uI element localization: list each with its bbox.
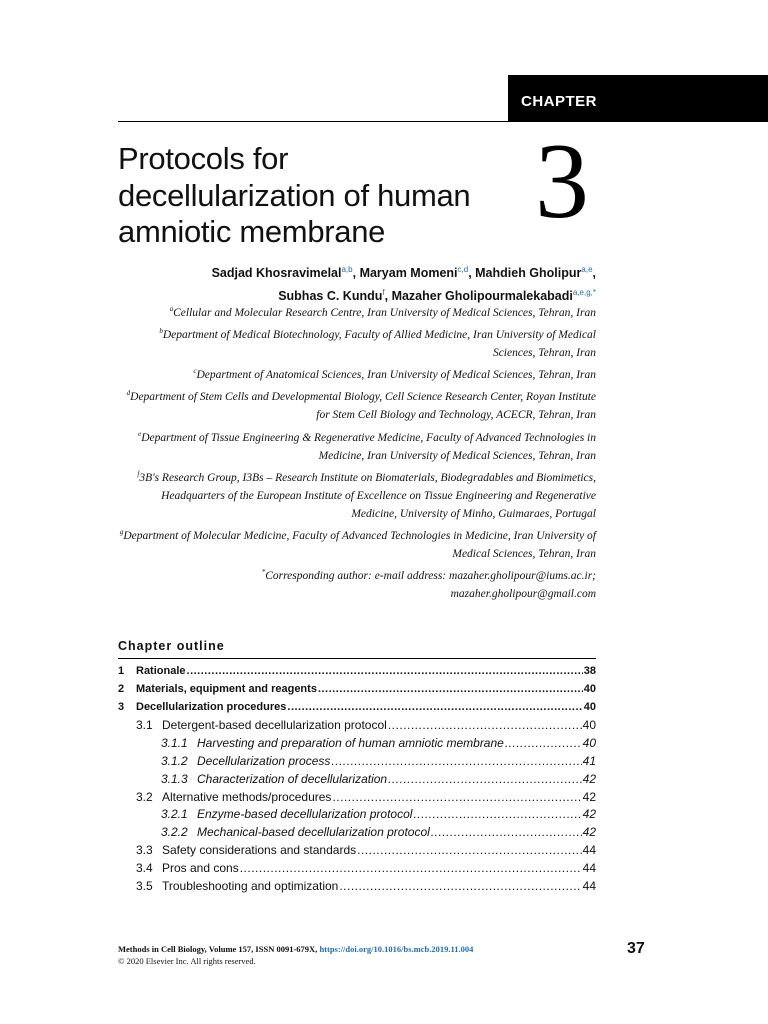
author-name: Sadjad Khosravimelal [211,266,342,281]
toc-page: 42 [582,807,596,822]
affiliation-marker: a [169,305,174,313]
toc-page: 42 [582,825,596,840]
title-line: amniotic membrane [118,214,386,249]
toc-page: 44 [582,878,596,893]
toc-entry[interactable] [118,772,596,790]
toc-number: 3.4 [136,860,153,875]
affiliation [116,465,596,523]
author-sep: , [592,266,596,281]
author-line [76,260,596,283]
author-affil-sup[interactable]: c,d [457,265,469,274]
toc-leader [357,843,582,857]
toc-number: 3.5 [136,878,153,893]
toc-entry[interactable] [118,665,596,683]
toc-leader [388,772,582,786]
outline-heading: Chapter outline [118,639,225,653]
toc-leader [505,736,582,750]
toc-label: Enzyme-based decellularization protocol [197,807,413,822]
affiliation-text: Department of Tissue Engineering & Regenerative Medicine, Faculty of Advanced Technologies in Medicine, Iran University of Medical Sciences, Tehran, Iran [141,431,596,462]
page-number: 37 [627,940,645,957]
toc-page: 40 [583,700,596,713]
author-name: Mazaher Gholipourmalekabadi [391,289,573,304]
author-sep: , [384,289,392,304]
toc-page: 42 [582,771,596,786]
toc-entry[interactable] [118,861,596,879]
affiliation-list [116,300,596,604]
affiliation-marker: b [159,327,163,336]
toc-label: Characterization of decellularization [197,771,388,786]
toc-label: Rationale [136,665,186,677]
affiliation-marker: e [138,429,142,438]
affiliation [116,300,596,322]
chapter-number: 3 [535,122,589,241]
toc-number: 3.2.1 [161,807,188,822]
affiliation-marker: g [119,528,124,537]
toc-number: 3 [118,700,125,713]
toc-label: Decellularization process [197,753,331,768]
footer-citation [118,944,473,956]
author-sep: , [468,266,476,281]
toc-page: 44 [582,860,596,875]
doi-link[interactable]: https://doi.org/10.1016/bs.mcb.2019.11.004 [319,944,474,954]
toc-entry[interactable] [118,754,596,772]
toc-label: Decellularization procedures [136,700,287,713]
toc-entry[interactable] [118,718,596,736]
toc-page: 41 [582,753,596,768]
toc-number: 3.2 [136,789,153,804]
toc-number: 3.2.2 [161,825,188,840]
toc-page: 42 [582,789,596,804]
toc-leader [331,754,581,768]
toc-label: Detergent-based decellularization protocol [162,718,387,733]
toc-entry[interactable] [118,790,596,808]
toc-label: Alternative methods/procedures [162,789,332,804]
toc-page: 38 [583,665,596,677]
toc-leader [332,790,581,804]
toc-number: 3.1.3 [161,771,188,786]
toc-number: 3.1 [136,718,153,733]
author-affil-sup[interactable]: a,e,g,* [572,288,596,298]
toc-leader [388,718,582,732]
toc-number: 1 [118,665,125,677]
table-of-contents [118,665,596,896]
toc-label: Pros and cons [162,860,239,875]
toc-leader [287,701,582,713]
toc-entry[interactable] [118,736,596,754]
page-footer [118,944,473,967]
affiliation-text: Department of Anatomical Sciences, Iran University of Medical Sciences, Tehran, Iran [196,369,596,382]
toc-label: Safety considerations and standards [162,842,357,857]
author-sep: , [352,266,360,281]
affiliation-marker: d [126,389,131,398]
toc-number: 3.3 [136,842,153,857]
toc-page: 44 [582,842,596,857]
affiliation-text: Department of Stem Cells and Developmental Biology, Cell Science Research Center, Royan Institute for Stem Cell Biology and Technology, ACECR, Tehran, Iran [130,391,596,422]
author-affil-sup[interactable]: a,b [341,265,353,274]
affiliation-text: 3B's Research Group, I3Bs – Research Institute on Biomaterials, Biodegradables and Biomimetics, Headquarters of the European Institute of Excellence on Tissue Engineering and Regenerative Medicine, University of Minho, Guimaraes, Portugal [139,471,596,520]
toc-entry[interactable] [118,701,596,719]
toc-leader [240,861,582,875]
affiliation [116,362,596,384]
toc-entry[interactable] [118,843,596,861]
toc-number: 3.1.1 [161,736,188,751]
toc-label: Materials, equipment and reagents [136,682,317,695]
toc-entry[interactable] [118,683,596,701]
affiliation-marker: * [261,568,266,577]
affiliation-text: Department of Molecular Medicine, Faculty of Advanced Technologies in Medicine, Iran University of Medical Sciences, Tehran, Iran [123,530,596,561]
toc-leader [187,665,583,677]
toc-page: 40 [582,736,596,751]
corresponding-author [116,563,596,603]
toc-number: 2 [118,682,125,695]
toc-label: Troubleshooting and optimization [162,878,339,893]
author-name: Mahdieh Gholipur [475,266,582,281]
affiliation-text: Cellular and Molecular Research Centre, Iran University of Medical Sciences, Tehran, Iran [173,306,596,319]
affiliation-text[interactable]: Corresponding author: e-mail address: mazaher.gholipour@iums.ac.ir; mazaher.gholipour@gmail.com [265,570,596,601]
toc-leader [339,879,581,893]
header-rule [118,121,768,122]
author-name: Maryam Momeni [359,266,458,281]
affiliation [116,523,596,563]
toc-entry[interactable] [118,825,596,843]
affiliation-marker: f [137,469,140,478]
toc-page: 40 [583,682,596,695]
toc-number: 3.1.2 [161,753,188,768]
toc-leader [318,683,583,695]
copyright: © 2020 Elsevier Inc. All rights reserved. [118,955,256,966]
toc-label: Harvesting and preparation of human amniotic membrane [197,736,504,751]
chapter-label: CHAPTER [508,75,768,122]
journal-info: Methods in Cell Biology, Volume 157, ISSN 0091-679X, [118,944,318,954]
title-line: decellularization of human [118,177,471,213]
toc-entry[interactable] [118,807,596,825]
chapter-title [118,141,518,251]
author-affil-sup[interactable]: f [382,288,385,298]
title-line: Protocols for [118,141,289,176]
toc-leader [413,807,581,821]
affiliation [116,322,596,362]
author-affil-sup[interactable]: a,e [581,265,593,274]
affiliation-marker: c [193,367,197,376]
outline-rule [118,658,596,659]
affiliation [116,384,596,424]
author-name: Subhas C. Kundu [278,289,383,304]
toc-label: Mechanical-based decellularization protocol [197,825,430,840]
toc-entry[interactable] [118,879,596,897]
toc-page: 40 [582,718,596,733]
toc-leader [431,825,582,839]
affiliation [116,425,596,465]
affiliation-text: Department of Medical Biotechnology, Faculty of Allied Medicine, Iran University of Medical Sciences, Tehran, Iran [162,328,596,360]
